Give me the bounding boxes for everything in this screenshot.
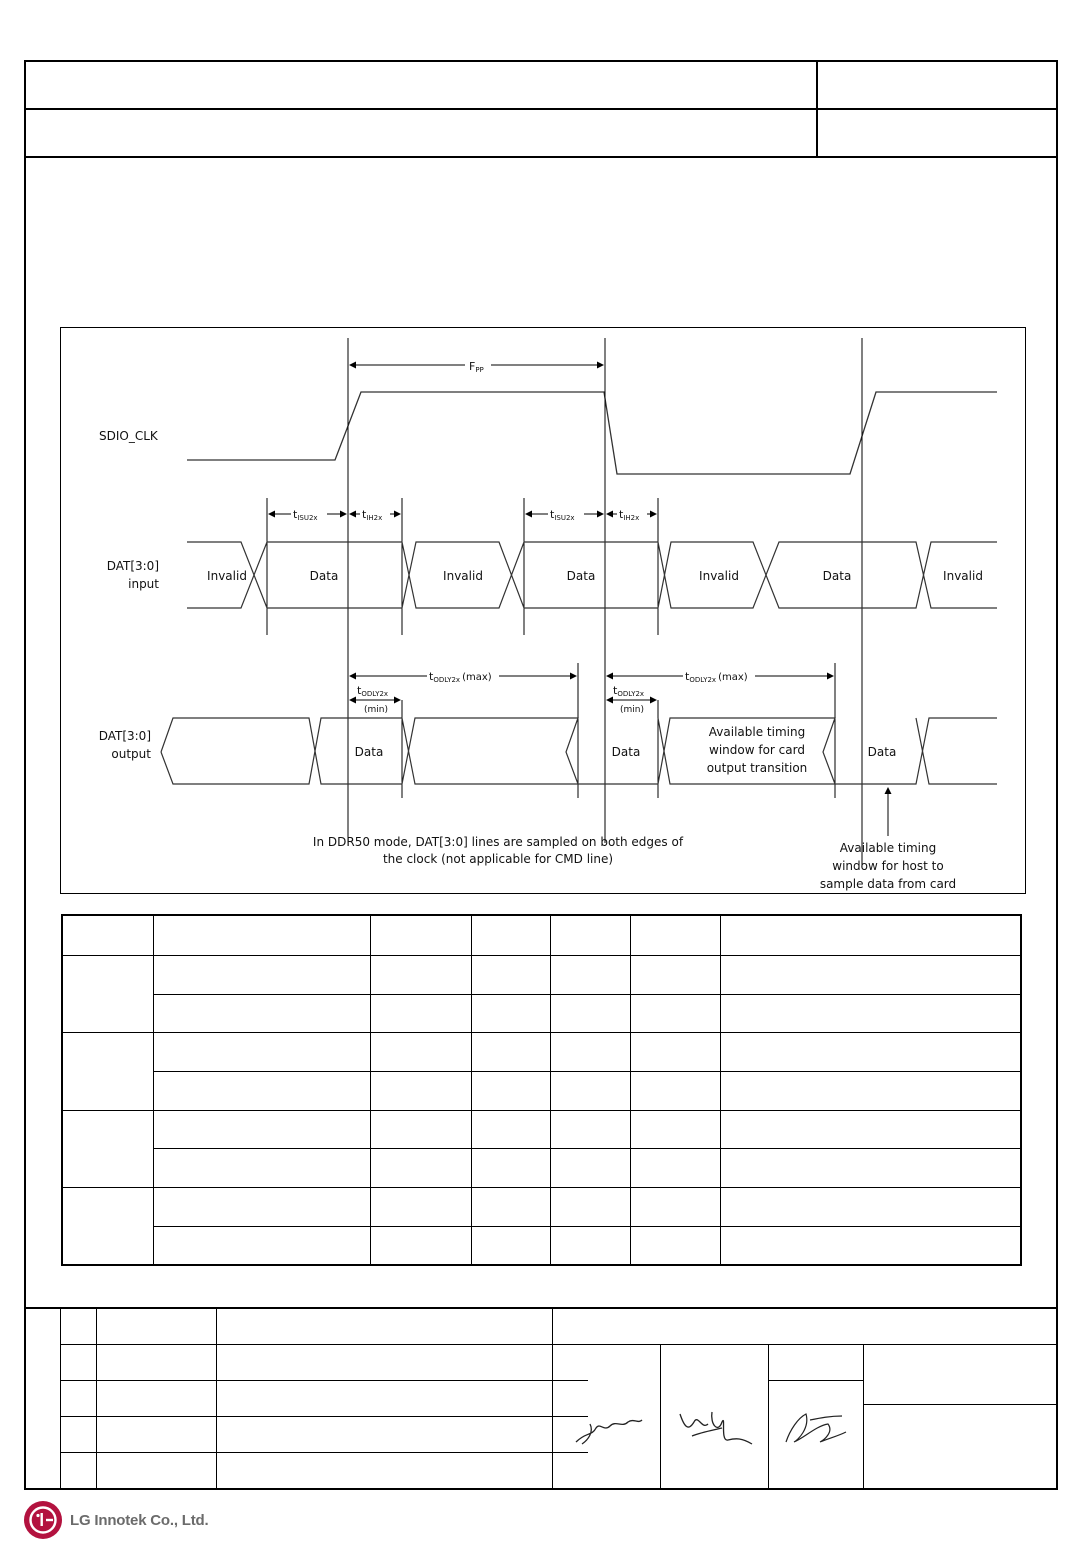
- todly-max-label-2: tODLY2x (max): [685, 670, 748, 684]
- todly-min-label-1: tODLY2x: [357, 684, 389, 698]
- dat-in-invalid-1: Invalid: [207, 569, 247, 583]
- company-logo: [24, 1500, 209, 1540]
- timing-diagram-svg: [61, 328, 1027, 895]
- avail-card-line-3: output transition: [706, 761, 808, 775]
- dat-out-data-1: Data: [354, 745, 384, 759]
- ddr50-note-line-2: the clock (not applicable for CMD line): [382, 852, 614, 866]
- dat-out-data-2: Data: [611, 745, 641, 759]
- dat-in-invalid-4: Invalid: [943, 569, 983, 583]
- signature-2: [672, 1402, 762, 1457]
- todly-max-label-1: tODLY2x (max): [429, 670, 492, 684]
- dat-input-label-2: input: [128, 577, 159, 591]
- avail-host-line-3: sample data from card: [819, 877, 957, 891]
- dat-in-data-2: Data: [566, 569, 596, 583]
- tih-label-2: tIH2x: [619, 508, 640, 522]
- header-column-divider: [816, 62, 818, 158]
- tih-label-1: tIH2x: [362, 508, 383, 522]
- spec-table: [61, 914, 1022, 1266]
- avail-host-line-2: window for host to: [832, 859, 944, 873]
- tisu-label-1: tISU2x: [293, 508, 318, 522]
- header-divider-1: [26, 108, 1056, 110]
- tisu-label-2: tISU2x: [550, 508, 575, 522]
- todly-min-label-2: tODLY2x: [613, 684, 645, 698]
- ddr50-note-line-1: In DDR50 mode, DAT[3:0] lines are sampled on both edges of: [312, 835, 684, 849]
- todly-min-suffix-2: (min): [620, 705, 644, 715]
- revision-table: [24, 1307, 1058, 1490]
- timing-diagram: [60, 327, 1026, 894]
- dat-in-data-3: Data: [822, 569, 852, 583]
- avail-host-line-1: Available timing: [839, 841, 937, 855]
- dat-output-label-2: output: [111, 747, 151, 761]
- fpp-label: FPP: [469, 360, 484, 374]
- dat-output-label-1: DAT[3:0]: [98, 729, 151, 743]
- dat-in-data-1: Data: [309, 569, 339, 583]
- clk-waveform: [187, 392, 997, 474]
- clk-label: SDIO_CLK: [99, 429, 158, 443]
- avail-card-line-2: window for card: [709, 743, 805, 757]
- company-name: LG Innotek Co., Ltd.: [70, 1511, 209, 1529]
- lg-logo-icon: [24, 1501, 62, 1539]
- dat-in-invalid-3: Invalid: [699, 569, 739, 583]
- signature-3: [776, 1402, 856, 1457]
- avail-card-line-1: Available timing: [708, 725, 806, 739]
- todly-min-suffix-1: (min): [364, 705, 388, 715]
- header-divider-2: [26, 156, 1056, 158]
- signature-1: [564, 1402, 654, 1452]
- dat-input-label-1: DAT[3:0]: [106, 559, 159, 573]
- dat-in-invalid-2: Invalid: [443, 569, 483, 583]
- dat-out-data-3: Data: [867, 745, 897, 759]
